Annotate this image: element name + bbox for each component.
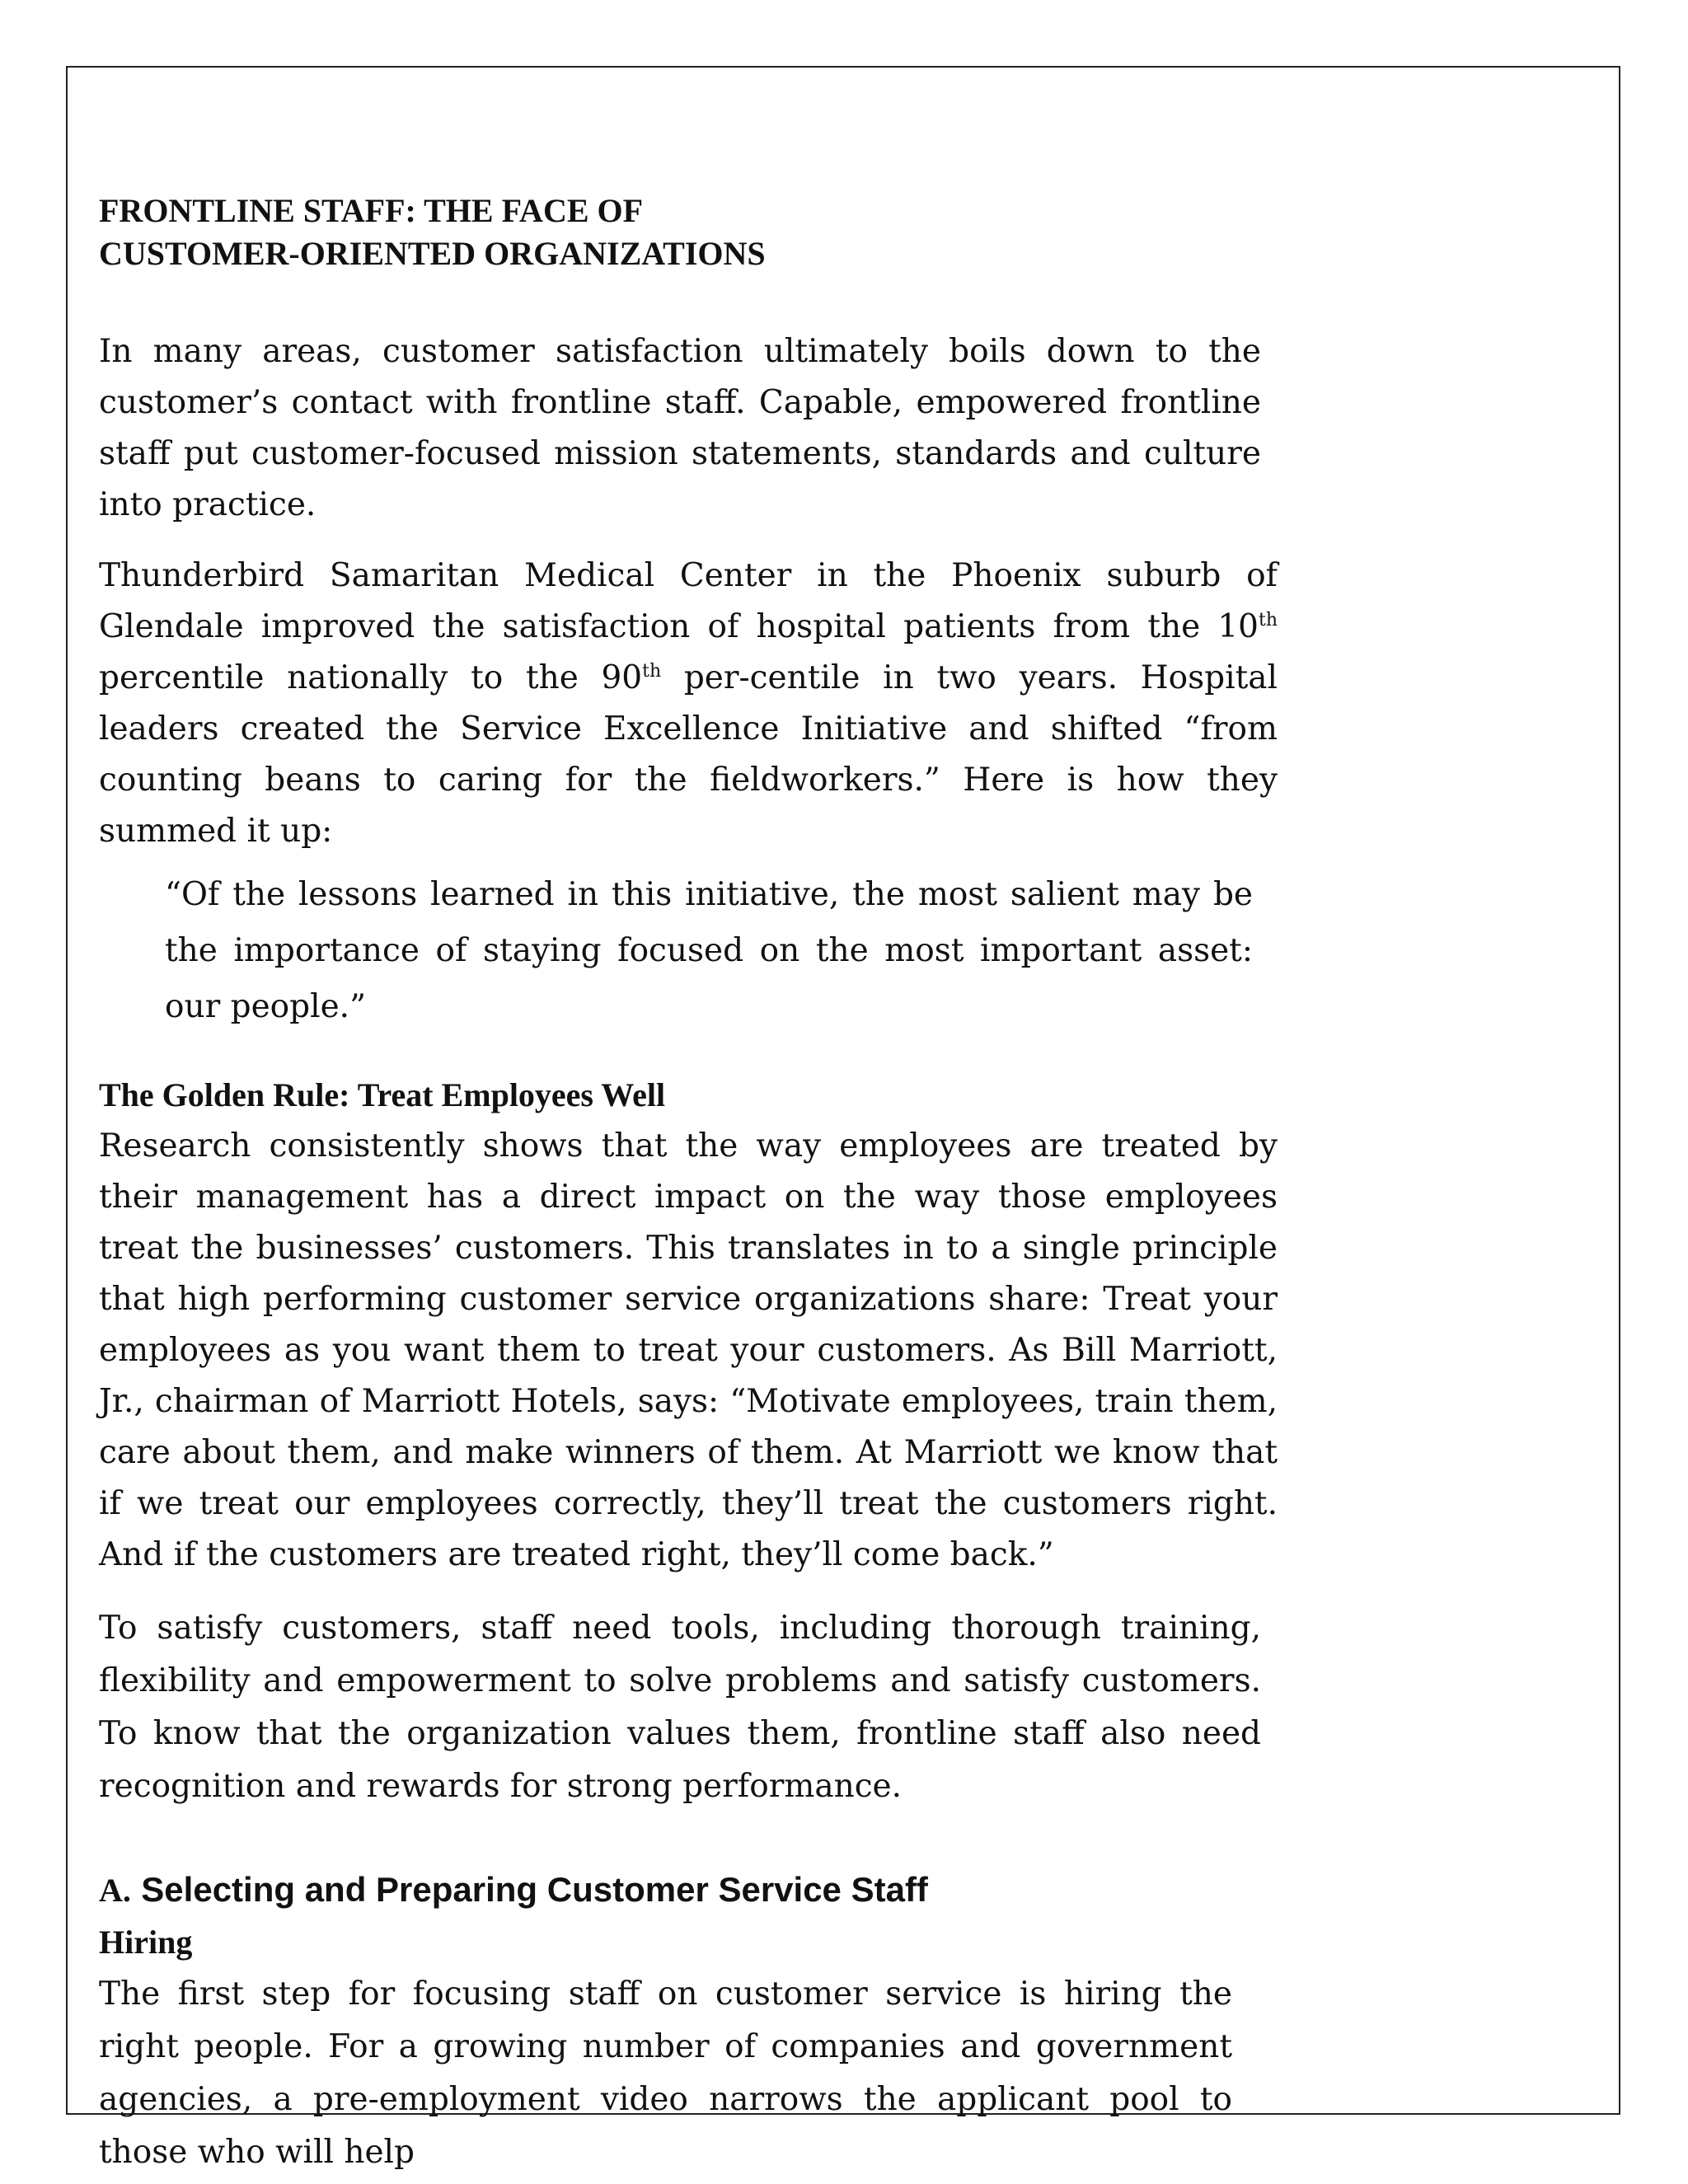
hiring-paragraph: The first step for focusing staff on customer service is hiring the right people. For a growing number of companies and government agencies, a pre-employment video narrows the applicant pool to those who will help <box>99 1975 1232 2171</box>
tools-paragraph: To satisfy customers, staff need tools, including thorough training, flexibility and empowerment to solve problems and satisfy customers. To know that the organization values them, frontline staff also need recognition and rewards for strong performance. <box>99 1610 1261 1805</box>
section-a-heading <box>99 1864 1278 1917</box>
para2-text-1: Thunderbird Samaritan Medical Center in the Phoenix suburb of Glendale improved the satisfaction of hospital patients from the 10 <box>99 557 1278 645</box>
title-line-2: CUSTOMER-ORIENTED ORGANIZATIONS <box>99 235 766 272</box>
superscript-th-1: th <box>1258 610 1278 630</box>
research-paragraph: Research consistently shows that the way employees are treated by their management has a direct impact on the way those employees treat the businesses’ customers. This translates in to a single principle that high performing customer service organizations share: Treat your employees as you want them to treat your customers. As Bill Marriott, Jr., chairman of Marriott Hotels, says: “Motivate employees, train them, care about them, and make winners of them. At Marriott we know that if we treat our employees correctly, they’ll treat the customers right. And if the customers are treated right, they’ll come back.” <box>99 1127 1278 1573</box>
thunderbird-paragraph <box>99 551 1278 857</box>
document-title <box>99 190 1278 275</box>
superscript-th-2: th <box>642 661 662 682</box>
section-letter: A. <box>99 1872 131 1909</box>
intro-paragraph: In many areas, customer satisfaction ultimately boils down to the customer’s contact with frontline staff. Capable, empowered frontline staff put customer-focused mission statements, standards and culture into practice. <box>99 333 1261 523</box>
golden-rule-heading: The Golden Rule: Treat Employees Well <box>99 1076 666 1113</box>
title-line-1: FRONTLINE STAFF: THE FACE OF <box>99 192 644 229</box>
block-quote: “Of the lessons learned in this initiative, the most salient may be the importance of staying focused on the most important asset: our people.” <box>165 876 1253 1025</box>
document-body <box>99 190 1278 2179</box>
para2-text-2: percentile nationally to the 90 <box>99 659 643 696</box>
hiring-heading: Hiring <box>99 1924 193 1961</box>
section-title: Selecting and Preparing Customer Service Staff <box>141 1870 928 1909</box>
para2-text-3: per-centile in two years. Hospital leaders created the Service Excellence Initiative and shifted “from counting beans to caring for the fieldworkers.” Here is how they summed it up: <box>99 659 1278 850</box>
